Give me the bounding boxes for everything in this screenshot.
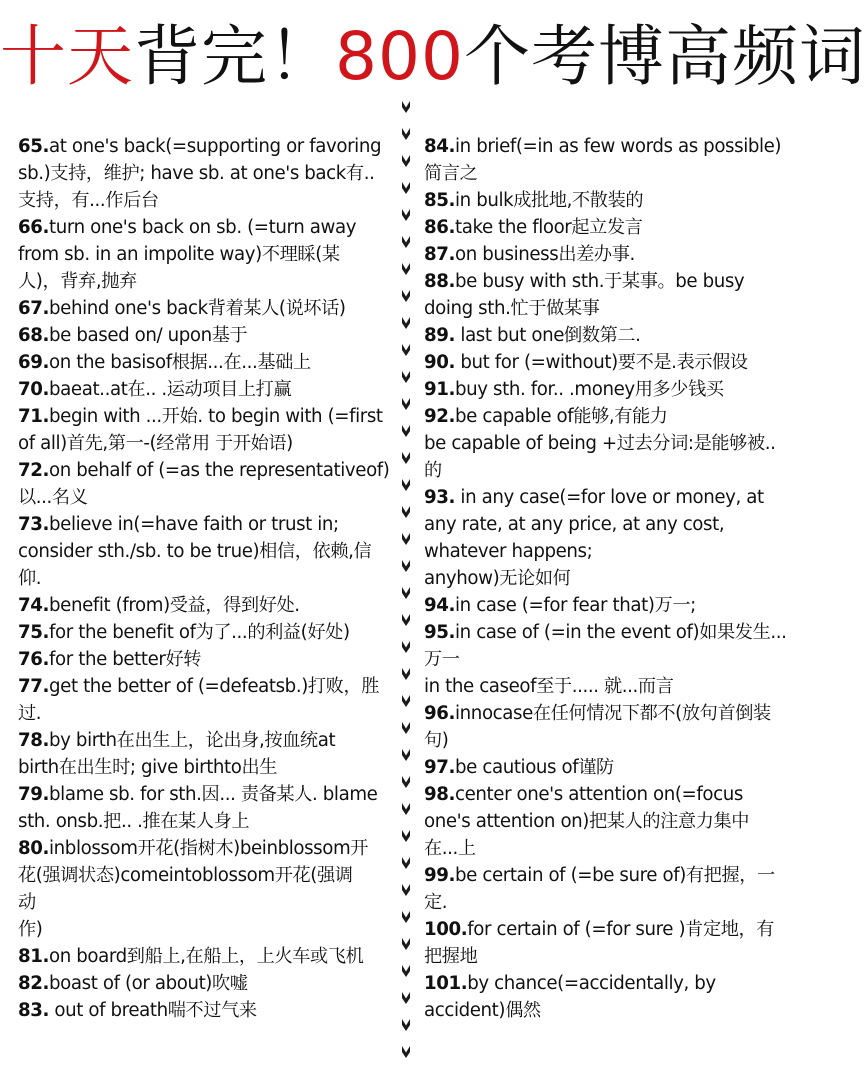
- entry-text: one's attention on)把某人的注意力集中: [424, 811, 750, 832]
- entry-text: of all)首先,第一-(经常用 于开始语): [18, 433, 293, 454]
- vocab-line: [424, 592, 792, 619]
- entry-text: 把握地: [424, 946, 478, 967]
- entry-number: 72.: [18, 460, 50, 481]
- entry-text: for certain of (=for sure )肯定地，有: [467, 919, 775, 940]
- vocab-line: [424, 268, 792, 295]
- entry-text: consider sth./sb. to be true)相信，依赖,信: [18, 541, 372, 562]
- entry-number: 94.: [424, 595, 456, 616]
- entry-number: 69.: [18, 352, 50, 373]
- vocab-line: [424, 295, 792, 322]
- vocab-line: [424, 754, 792, 781]
- chevron-down-icon: [397, 422, 415, 440]
- chevron-down-icon: [397, 476, 415, 494]
- vocab-line: [18, 754, 390, 781]
- chevron-down-icon: [397, 557, 415, 575]
- entry-text: behind one's back背着某人(说坏话): [49, 298, 346, 319]
- entry-text: sb.)支持，维护; have sb. at one's back有..: [18, 163, 375, 184]
- vocab-line: [424, 835, 792, 862]
- entry-number: 65.: [18, 136, 50, 157]
- entry-number: 75.: [18, 622, 50, 643]
- entry-text: be certain of (=be sure of)有把握，一: [455, 865, 775, 886]
- chevron-down-icon: [397, 530, 415, 548]
- chevron-down-icon: [397, 827, 415, 845]
- entry-text: for the better好转: [49, 649, 202, 670]
- entry-text: from sb. in an impolite way)不理睬(某: [18, 244, 340, 265]
- chevron-down-icon: [397, 908, 415, 926]
- vocab-line: [424, 997, 792, 1024]
- vocab-line: [18, 295, 390, 322]
- chevron-down-icon: [397, 773, 415, 791]
- vocab-line: [18, 376, 390, 403]
- entry-text: any rate, at any price, at any cost,: [424, 514, 725, 535]
- vocab-line: [424, 484, 792, 511]
- entry-text: turn one's back on sb. (=turn away: [49, 217, 357, 238]
- vocab-line: [18, 700, 390, 727]
- vocab-line: [424, 133, 792, 160]
- title-red-1: 十天: [0, 18, 134, 95]
- chevron-down-icon: [397, 962, 415, 980]
- entry-text: at one's back(=supporting or favoring: [49, 136, 382, 157]
- vocab-line: [424, 781, 792, 808]
- chevron-down-icon: [397, 98, 415, 116]
- entry-text: doing sth.忙于做某事: [424, 298, 600, 319]
- vocab-line: [424, 565, 792, 592]
- entry-text: anyhow)无论如何: [424, 568, 571, 589]
- vocab-line: [18, 565, 390, 592]
- entry-text: 动: [18, 892, 36, 913]
- entry-text: blame sb. for sth.因... 责备某人. blame: [49, 784, 378, 805]
- entry-text: be based on/ upon基于: [49, 325, 248, 346]
- entry-text: be capable of being +过去分词:是能够被..: [424, 433, 776, 454]
- entry-number: 90.: [424, 352, 456, 373]
- entry-text: 仰.: [18, 568, 42, 589]
- entry-text: on the basisof根据...在...基础上: [49, 352, 311, 373]
- entry-number: 76.: [18, 649, 50, 670]
- vocab-line: [18, 889, 390, 916]
- chevron-down-icon: [397, 368, 415, 386]
- vocab-line: [424, 349, 792, 376]
- chevron-down-icon: [397, 638, 415, 656]
- vocab-line: [424, 214, 792, 241]
- entry-text: but for (=without)要不是.表示假设: [455, 352, 748, 373]
- entry-text: 万一: [424, 649, 460, 670]
- vocab-line: [424, 619, 792, 646]
- vocab-line: [424, 673, 792, 700]
- chevron-down-icon: [397, 935, 415, 953]
- vocab-line: [18, 187, 390, 214]
- entry-text: inblossom开花(指树木)beinblossom开: [49, 838, 369, 859]
- entry-text: 在...上: [424, 838, 476, 859]
- chevron-down-icon: [397, 692, 415, 710]
- chevron-down-icon: [397, 1043, 415, 1061]
- vocab-line: [424, 970, 792, 997]
- entry-text: be cautious of谨防: [455, 757, 614, 778]
- vocab-line: [18, 943, 390, 970]
- entry-text: 句): [424, 730, 449, 751]
- entry-number: 92.: [424, 406, 456, 427]
- chevron-down-icon: [397, 314, 415, 332]
- entry-number: 68.: [18, 325, 50, 346]
- entry-number: 80.: [18, 838, 50, 859]
- entry-number: 99.: [424, 865, 456, 886]
- title-black-1: 背完！: [134, 18, 335, 95]
- vocab-line: [424, 646, 792, 673]
- vocab-line: [424, 808, 792, 835]
- vocab-line: [18, 997, 390, 1024]
- vocab-line: [18, 322, 390, 349]
- entry-number: 66.: [18, 217, 50, 238]
- vocab-line: [18, 673, 390, 700]
- entry-number: 101.: [424, 973, 468, 994]
- vocab-line: [18, 484, 390, 511]
- entry-text: 以...名义: [18, 487, 88, 508]
- entry-number: 87.: [424, 244, 456, 265]
- entry-text: by chance(=accidentally, by: [467, 973, 716, 994]
- entry-number: 96.: [424, 703, 456, 724]
- vocab-line: [18, 619, 390, 646]
- entry-text: buy sth. for.. .money用多少钱买: [455, 379, 724, 400]
- entry-text: in any case(=for love or money, at: [455, 487, 764, 508]
- vocab-line: [18, 430, 390, 457]
- vocab-line: [18, 862, 390, 889]
- vocab-line: [424, 943, 792, 970]
- entry-text: 花(强调状态)comeintoblossom开花(强调: [18, 865, 353, 886]
- chevron-down-icon: [397, 179, 415, 197]
- entry-text: accident)偶然: [424, 1000, 541, 1021]
- vocab-line: [424, 403, 792, 430]
- entry-number: 97.: [424, 757, 456, 778]
- entry-number: 73.: [18, 514, 50, 535]
- entry-number: 77.: [18, 676, 50, 697]
- entry-number: 85.: [424, 190, 456, 211]
- entry-number: 93.: [424, 487, 456, 508]
- entry-text: whatever happens;: [424, 541, 593, 562]
- chevron-down-icon: [397, 260, 415, 278]
- entry-number: 91.: [424, 379, 456, 400]
- vocab-line: [18, 457, 390, 484]
- vocab-line: [18, 511, 390, 538]
- entry-text: boast of (or about)吹嘘: [49, 973, 248, 994]
- entry-text: 的: [424, 460, 442, 481]
- entry-text: innocase在任何情况下都不(放句首倒装: [455, 703, 771, 724]
- entry-text: benefit (from)受益，得到好处.: [49, 595, 300, 616]
- entry-text: on business出差办事.: [455, 244, 635, 265]
- chevron-down-icon: [397, 341, 415, 359]
- chevron-down-icon: [397, 584, 415, 602]
- chevron-down-icon: [397, 665, 415, 683]
- vocab-line: [18, 592, 390, 619]
- entry-text: 作): [18, 919, 43, 940]
- entry-text: be busy with sth.于某事。be busy: [455, 271, 745, 292]
- entry-text: get the better of (=defeatsb.)打败，胜: [49, 676, 380, 697]
- entry-number: 67.: [18, 298, 50, 319]
- vocab-line: [424, 187, 792, 214]
- chevron-down-icon: [397, 125, 415, 143]
- chevron-down-icon: [397, 449, 415, 467]
- vocab-line: [18, 538, 390, 565]
- vocab-line: [424, 241, 792, 268]
- vocab-line: [18, 781, 390, 808]
- title-red-2: 800: [335, 18, 464, 95]
- chevron-down-icon: [397, 503, 415, 521]
- vocab-line: [18, 349, 390, 376]
- entry-text: 过.: [18, 703, 42, 724]
- vocab-line: [424, 889, 792, 916]
- entry-text: 定.: [424, 892, 448, 913]
- vocab-line: [18, 268, 390, 295]
- chevron-down-icon: [397, 881, 415, 899]
- entry-number: 71.: [18, 406, 50, 427]
- entry-number: 89.: [424, 325, 456, 346]
- chevron-down-icon: [397, 746, 415, 764]
- vocab-line: [424, 916, 792, 943]
- entry-text: birth在出生时; give birthto出生: [18, 757, 278, 778]
- entry-text: believe in(=have faith or trust in;: [49, 514, 339, 535]
- title-black-2: 个考博高频词: [463, 18, 866, 95]
- entry-text: on board到船上,在船上，上火车或飞机: [49, 946, 364, 967]
- chevron-down-icon: [397, 395, 415, 413]
- right-vocab-column: [424, 133, 792, 1024]
- entry-text: on behalf of (=as the representativeof): [49, 460, 390, 481]
- entry-text: in case (=for fear that)万一;: [455, 595, 696, 616]
- vocab-line: [424, 376, 792, 403]
- entry-text: in the caseof至于..... 就...而言: [424, 676, 674, 697]
- vocab-line: [18, 160, 390, 187]
- entry-text: take the floor起立发言: [455, 217, 643, 238]
- entry-text: in bulk成批地,不散装的: [455, 190, 644, 211]
- left-vocab-column: [18, 133, 390, 1024]
- entry-number: 70.: [18, 379, 50, 400]
- vocab-line: [424, 862, 792, 889]
- entry-number: 83.: [18, 1000, 50, 1021]
- entry-number: 88.: [424, 271, 456, 292]
- entry-number: 84.: [424, 136, 456, 157]
- entry-text: begin with ...开始. to begin with (=first: [49, 406, 383, 427]
- chevron-down-icon: [397, 854, 415, 872]
- vocab-line: [424, 430, 792, 457]
- entry-text: be capable of能够,有能力: [455, 406, 668, 427]
- entry-text: baeat..at在.. .运动项目上打赢: [49, 379, 292, 400]
- vocab-line: [424, 538, 792, 565]
- vocab-line: [18, 808, 390, 835]
- chevron-down-icon: [397, 989, 415, 1007]
- vocab-line: [424, 511, 792, 538]
- vocab-line: [424, 322, 792, 349]
- chevron-down-icon: [397, 287, 415, 305]
- vocab-line: [18, 970, 390, 997]
- chevron-down-icon: [397, 719, 415, 737]
- entry-text: in brief(=in as few words as possible): [455, 136, 782, 157]
- chevron-down-icon: [397, 800, 415, 818]
- entry-number: 86.: [424, 217, 456, 238]
- vocab-line: [424, 457, 792, 484]
- entry-number: 98.: [424, 784, 456, 805]
- entry-number: 100.: [424, 919, 468, 940]
- vocab-line: [18, 214, 390, 241]
- chevron-down-icon: [397, 233, 415, 251]
- entry-text: center one's attention on(=focus: [455, 784, 743, 805]
- entry-text: in case of (=in the event of)如果发生...: [455, 622, 787, 643]
- entry-number: 74.: [18, 595, 50, 616]
- vocab-line: [18, 835, 390, 862]
- entry-text: 支持，有...作后台: [18, 190, 159, 211]
- chevron-down-icon: [397, 206, 415, 224]
- entry-number: 81.: [18, 946, 50, 967]
- vocab-line: [18, 133, 390, 160]
- vocab-line: [18, 403, 390, 430]
- entry-text: sth. onsb.把.. .推在某人身上: [18, 811, 250, 832]
- vocab-line: [18, 646, 390, 673]
- vocab-line: [18, 241, 390, 268]
- entry-text: by birth在出生上，论出身,按血统at: [49, 730, 336, 751]
- entry-number: 79.: [18, 784, 50, 805]
- vocab-line: [18, 916, 390, 943]
- chevron-down-icon: [397, 1016, 415, 1034]
- entry-number: 95.: [424, 622, 456, 643]
- chevron-divider: [397, 98, 415, 1068]
- vocab-line: [424, 727, 792, 754]
- entry-text: 人)，背弃,抛弃: [18, 271, 137, 292]
- chevron-down-icon: [397, 152, 415, 170]
- vocab-line: [424, 700, 792, 727]
- entry-text: 简言之: [424, 163, 478, 184]
- entry-text: for the benefit of为了...的利益(好处): [49, 622, 350, 643]
- vocab-line: [424, 160, 792, 187]
- entry-number: 78.: [18, 730, 50, 751]
- entry-number: 82.: [18, 973, 50, 994]
- vocab-line: [18, 727, 390, 754]
- entry-text: last but one倒数第二.: [455, 325, 641, 346]
- chevron-down-icon: [397, 611, 415, 629]
- entry-text: out of breath喘不过气来: [49, 1000, 257, 1021]
- page-title: [0, 12, 866, 102]
